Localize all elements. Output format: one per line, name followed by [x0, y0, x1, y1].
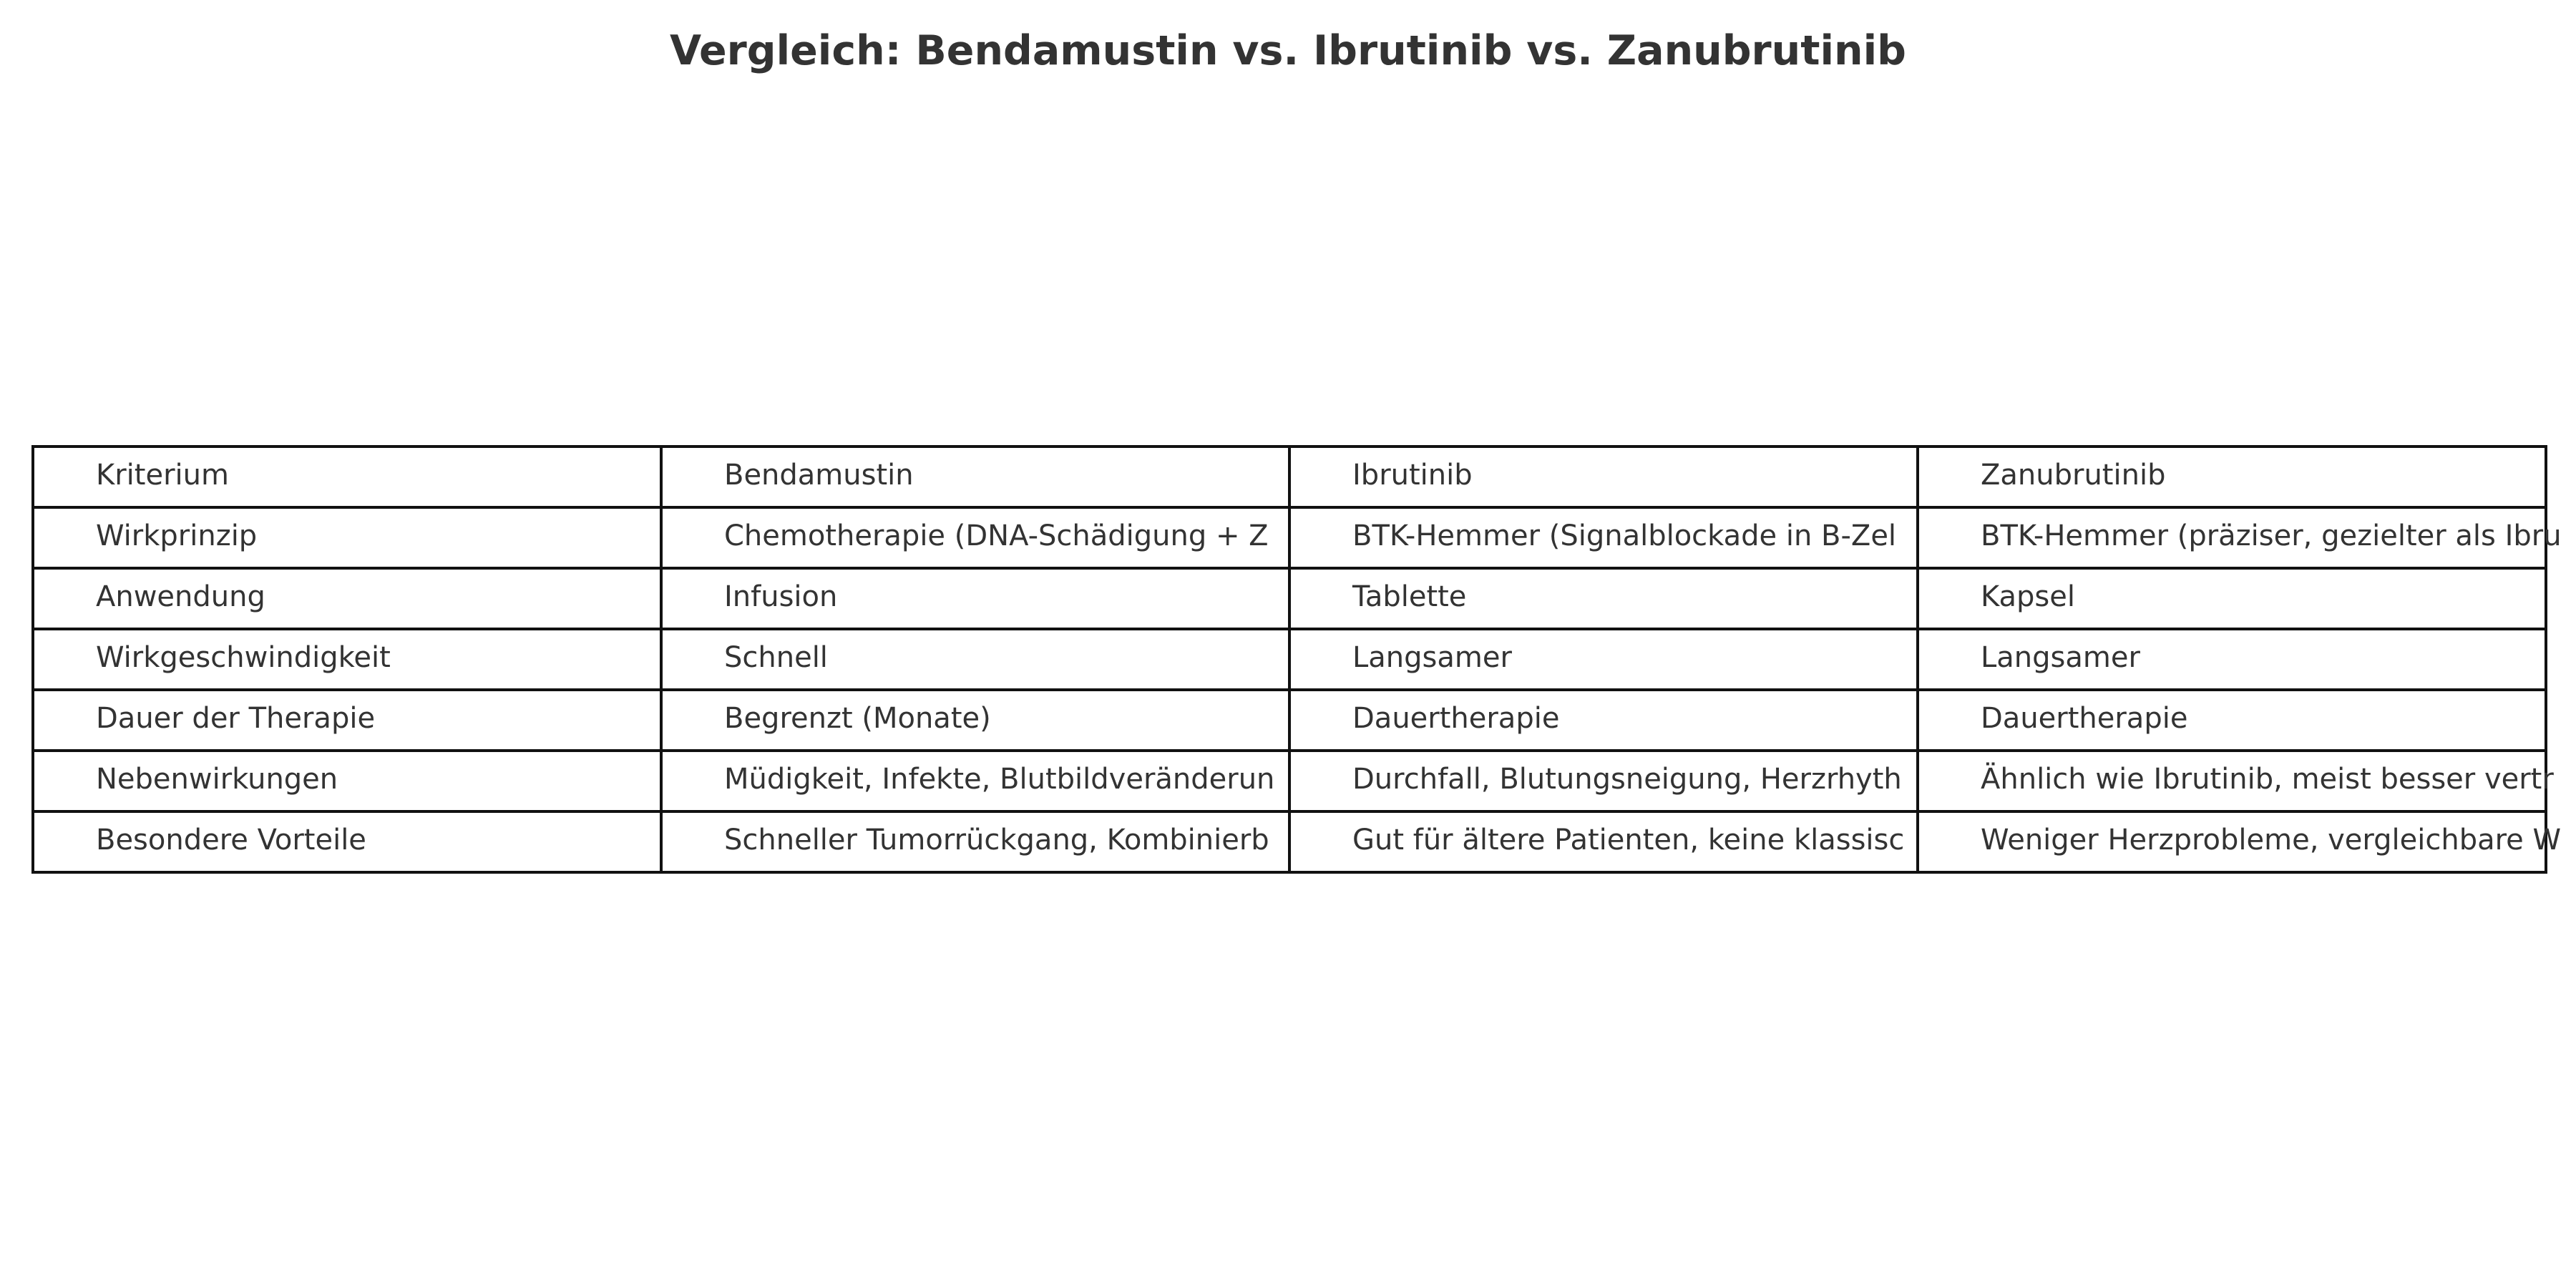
chart-title: Vergleich: Bendamustin vs. Ibrutinib vs. Zanubrutinib — [670, 27, 1906, 74]
table-cell: Wirkgeschwindigkeit — [33, 629, 661, 690]
table-cell: Anwendung — [33, 568, 661, 629]
table-header-row — [33, 447, 2546, 507]
header-cell-bendamustin: Bendamustin — [661, 447, 1289, 507]
table-row — [33, 507, 2546, 568]
table-cell: Infusion — [661, 568, 1289, 629]
table-cell: Dauertherapie — [1918, 690, 2546, 751]
table-cell: Besondere Vorteile — [33, 811, 661, 872]
table-cell: Dauer der Therapie — [33, 690, 661, 751]
table-cell: Müdigkeit, Infekte, Blutbildveränderun — [661, 751, 1289, 811]
table-cell: Durchfall, Blutungsneigung, Herzrhyth — [1289, 751, 1918, 811]
table-cell: BTK-Hemmer (präziser, gezielter als Ibru — [1918, 507, 2546, 568]
table-cell: Weniger Herzprobleme, vergleichbare W — [1918, 811, 2546, 872]
table-cell: Ähnlich wie Ibrutinib, meist besser vertr — [1918, 751, 2546, 811]
header-cell-zanubrutinib: Zanubrutinib — [1918, 447, 2546, 507]
table-cell: Gut für ältere Patienten, keine klassisc — [1289, 811, 1918, 872]
table-cell: Nebenwirkungen — [33, 751, 661, 811]
table-cell: BTK-Hemmer (Signalblockade in B-Zel — [1289, 507, 1918, 568]
table-row — [33, 568, 2546, 629]
comparison-table-container — [31, 445, 2562, 874]
header-cell-criterion: Kriterium — [33, 447, 661, 507]
table-row — [33, 629, 2546, 690]
table-cell: Wirkprinzip — [33, 507, 661, 568]
table-row — [33, 690, 2546, 751]
table-cell: Langsamer — [1918, 629, 2546, 690]
table-row — [33, 751, 2546, 811]
table-cell: Schneller Tumorrückgang, Kombinierb — [661, 811, 1289, 872]
table-row — [33, 811, 2546, 872]
comparison-table — [31, 445, 2562, 874]
table-cell: Tablette — [1289, 568, 1918, 629]
table-cell: Langsamer — [1289, 629, 1918, 690]
table-cell: Begrenzt (Monate) — [661, 690, 1289, 751]
table-cell: Chemotherapie (DNA-Schädigung + Z — [661, 507, 1289, 568]
table-cell: Kapsel — [1918, 568, 2546, 629]
header-cell-ibrutinib: Ibrutinib — [1289, 447, 1918, 507]
table-cell: Dauertherapie — [1289, 690, 1918, 751]
table-cell: Schnell — [661, 629, 1289, 690]
